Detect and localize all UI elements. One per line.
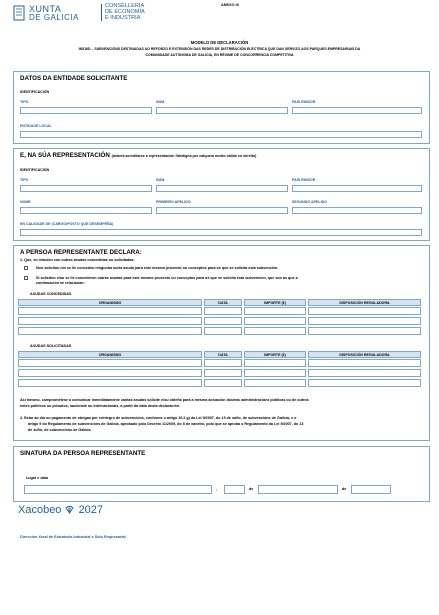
procedure-title-line2: COMUNIDADE AUTÓNOMA DE GALICIA, EN RÉXIME DE CONCORRENCIA COMPETITIVA	[145, 53, 294, 57]
lugar-data-label: Lugar e data	[26, 476, 48, 480]
opt2-text-line1: Si solicitou e/ou se lle concederon outras axudas para este mesmo proxecto ou conceptos para os que se solicita esta subvención, que son as que a	[36, 276, 298, 280]
table-cell[interactable]	[244, 369, 306, 377]
table-row	[18, 359, 423, 367]
table-row	[18, 379, 423, 387]
rep-nome-label: NOME	[20, 200, 31, 204]
opt1-checkbox[interactable]	[24, 266, 28, 270]
col-organismo: ORGANISMO	[18, 351, 202, 358]
declara-q2-line3: de xuño, de subvencións de Galicia.	[28, 428, 92, 432]
rep-num-field[interactable]	[156, 185, 288, 192]
rep-nome-field[interactable]	[20, 207, 152, 214]
table-cell[interactable]	[308, 327, 421, 335]
conselleria-line: CONSELLERÍA	[105, 3, 145, 9]
solicitante-title: DATOS DA ENTIDADE SOLICITANTE	[20, 75, 128, 82]
table-cell[interactable]	[18, 369, 202, 377]
rep-tipo-label: TIPO	[20, 178, 29, 182]
month-field[interactable]	[258, 485, 338, 494]
table-cell[interactable]	[244, 327, 306, 335]
table-cell[interactable]	[204, 379, 242, 387]
solicitadas-header	[18, 351, 423, 358]
pais-label: PAÍS EMISOR	[292, 100, 316, 104]
xacobeo-year: 2027	[78, 504, 104, 516]
declara-q2-line1: 2. Estar ao día no pagamento de obrigas por reintegro de subvencións, conforme o artigo 10.2.g) da Lei 9/2007, do 13 de xuño, de subvencións de Galicia, e o	[20, 416, 297, 420]
representacion-section	[13, 148, 430, 241]
representacion-title-main: E, NA SÚA REPRESENTACIÓN	[20, 152, 110, 159]
direccion-xeral: Dirección Xeral de Estratexia Industrial e Solo Empresarial	[20, 535, 126, 539]
table-cell[interactable]	[18, 359, 202, 367]
table-row	[18, 369, 423, 377]
representacion-title-note: (deberá acreditarse a representación fidedigna por calquera medio válido en dereito)	[111, 154, 257, 158]
xacobeo-text: Xacobeo	[18, 504, 62, 516]
xacobeo-logo	[18, 504, 103, 516]
comma-separator: ,	[216, 487, 218, 491]
rep-identificacion-label: IDENTIFICACIÓN	[20, 168, 50, 172]
conselleria-line: DE ECONOMÍA	[105, 9, 145, 15]
tipo-label: TIPO	[20, 100, 29, 104]
de-label-1: de	[249, 487, 254, 491]
logo-divider	[101, 4, 102, 21]
entidade-local-field[interactable]	[20, 131, 422, 138]
table-cell[interactable]	[308, 317, 421, 325]
table-cell[interactable]	[204, 327, 242, 335]
rep-calidade-field[interactable]	[20, 229, 422, 236]
identificacion-label: IDENTIFICACIÓN	[20, 90, 50, 94]
table-cell[interactable]	[244, 317, 306, 325]
lugar-field[interactable]	[24, 485, 212, 494]
xunta-emblem-icon	[13, 5, 25, 21]
table-cell[interactable]	[18, 307, 202, 315]
table-cell[interactable]	[204, 317, 242, 325]
col-importe: IMPORTE (€)	[244, 299, 306, 306]
shell-icon	[65, 505, 74, 514]
declara-section	[13, 245, 430, 441]
rep-primeiro-label: PRIMEIRO APELIDO	[156, 200, 191, 204]
table-cell[interactable]	[244, 359, 306, 367]
rep-tipo-field[interactable]	[20, 185, 152, 192]
table-cell[interactable]	[204, 307, 242, 315]
rep-segundo-field[interactable]	[292, 207, 422, 214]
concedidas-label: AXUDAS CONCEDIDAS	[30, 292, 72, 296]
entidade-local-label: ENTIDADE LOCAL	[20, 124, 52, 128]
table-cell[interactable]	[308, 359, 421, 367]
compromiso-line1: Así mesmo, comprométese a comunicar inmediatamente cantas axudas solicite e/ou obteña para a mesma actuación doutras administracións públicas ou de outros	[20, 398, 309, 402]
col-importe: IMPORTE (€)	[244, 351, 306, 358]
rep-pais-label: PAÍS EMISOR	[292, 178, 316, 182]
representacion-title	[20, 152, 256, 159]
solicitante-tipo-field[interactable]	[20, 107, 152, 114]
de-label-2: de	[342, 487, 347, 491]
table-row	[18, 317, 423, 325]
solicitadas-label: AXUDAS SOLICITADAS	[30, 344, 72, 348]
day-field[interactable]	[224, 485, 245, 494]
col-organismo: ORGANISMO	[18, 299, 202, 306]
table-cell[interactable]	[244, 379, 306, 387]
year-field[interactable]	[351, 485, 391, 494]
conselleria-line: E INDUSTRIA	[105, 15, 141, 21]
table-row	[18, 327, 423, 335]
table-row	[18, 307, 423, 315]
num-label: NÚM.	[156, 100, 166, 104]
document-title: MODELO DE DECLARACIÓN	[190, 40, 249, 45]
table-cell[interactable]	[18, 379, 202, 387]
conselleria-name	[105, 3, 145, 21]
rep-segundo-label: SEGUNDO APELIDO	[292, 200, 328, 204]
table-cell[interactable]	[204, 369, 242, 377]
col-disposicion: DISPOSICIÓN REGULADORA	[308, 351, 421, 358]
table-cell[interactable]	[308, 369, 421, 377]
rep-num-label: NÚM.	[156, 178, 166, 182]
table-cell[interactable]	[18, 327, 202, 335]
solicitante-pais-field[interactable]	[292, 107, 422, 114]
rep-primeiro-field[interactable]	[156, 207, 288, 214]
table-cell[interactable]	[308, 307, 421, 315]
compromiso-line2: entes públicos ou privados, nacionais ou internacionais, a partir da data desta declaración.	[20, 404, 181, 408]
opt1-text: Non solicitou nin se lle concedeu ningunha outra axuda para este mesmo proxecto ou conceptos para os que se solicita esta subvención.	[36, 266, 279, 270]
xunta-logo	[13, 4, 103, 22]
declara-title: A PERSOA REPRESENTANTE DECLARA:	[20, 249, 142, 256]
concedidas-header	[18, 299, 423, 306]
table-cell[interactable]	[18, 317, 202, 325]
sinatura-title: SINATURA DA PERSOA REPRESENTANTE	[20, 450, 146, 457]
declara-q1: 1. Que, en relación con outras axudas concedidas ou solicitadas:	[20, 258, 135, 262]
opt2-text-line2: continuación se relacionan:	[36, 281, 85, 285]
declara-q2-line2: artigo 9 do Regulamento de subvencións de Galicia, aprobado polo Decreto 11/2009, do 8 de xaneiro, polo que se aproba o Regulamento da Lei 9/2007, do 13	[28, 422, 304, 426]
table-cell[interactable]	[308, 379, 421, 387]
rep-calidade-label: EN CALIDADE DE (CARGO/POSTO QUE DESEMPEÑA)	[20, 222, 114, 226]
opt2-checkbox[interactable]	[24, 276, 28, 280]
anexo-label: ANEXO III	[221, 3, 239, 7]
table-cell[interactable]	[244, 307, 306, 315]
solicitante-num-field[interactable]	[156, 107, 288, 114]
table-cell[interactable]	[204, 359, 242, 367]
rep-pais-field[interactable]	[292, 185, 422, 192]
logo-xunta-text: XUNTA	[29, 4, 62, 14]
col-data: DATA	[204, 299, 242, 306]
procedure-title-line1: IN516D – SUBVENCIÓNS DESTINADAS AO REFORZO E EXTENSIÓN DAS REDES DE DISTRIBUCIÓN ELÉCTRICA QUE DAN SERVIZO AOS PARQUES EMPRESARIAIS DA	[78, 47, 361, 51]
logo-galicia-text: DE GALICIA	[29, 13, 79, 22]
col-data: DATA	[204, 351, 242, 358]
col-disposicion: DISPOSICIÓN REGULADORA	[308, 299, 421, 306]
